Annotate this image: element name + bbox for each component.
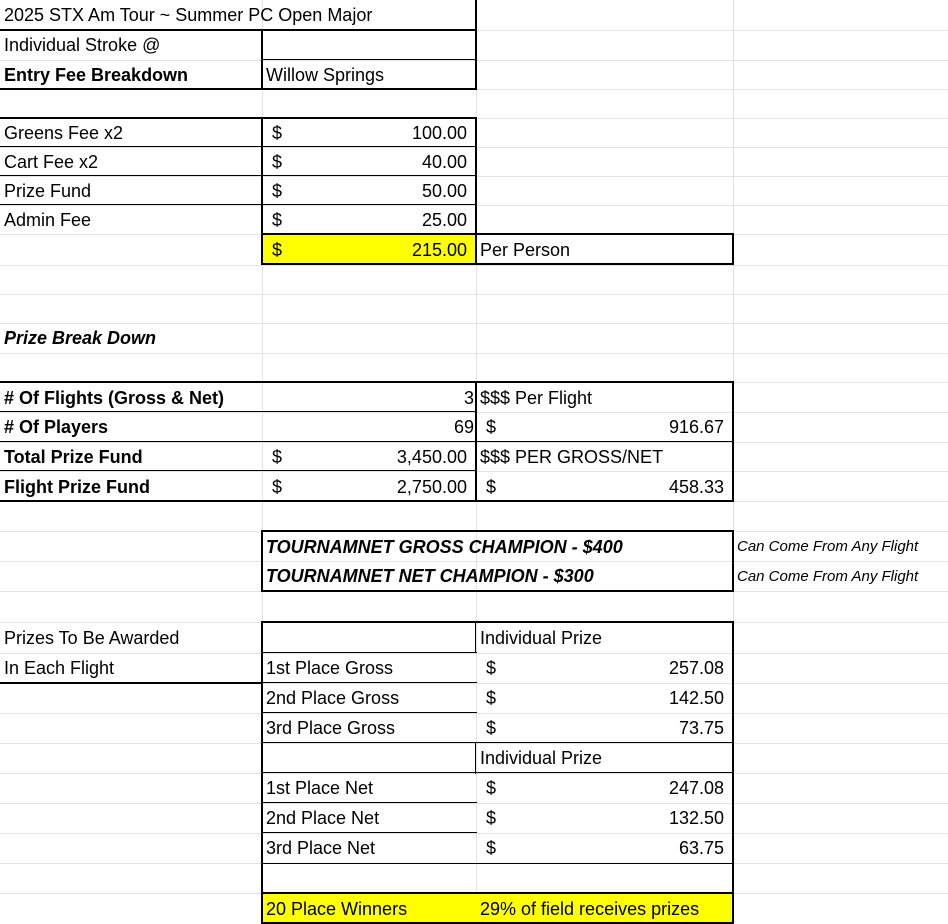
gross-champion[interactable]: TOURNAMNET GROSS CHAMPION - $400 (266, 536, 623, 557)
border (732, 530, 734, 592)
border (261, 712, 477, 713)
border (0, 470, 477, 471)
border (0, 682, 263, 684)
border (0, 411, 477, 412)
total-amount[interactable]: 215.00 (411, 239, 467, 260)
gross-prize-amount[interactable]: 257.08 (668, 658, 724, 678)
gross-prize-amount[interactable]: 142.50 (668, 688, 724, 708)
venue-cell[interactable]: Willow Springs (266, 64, 385, 85)
border (261, 802, 477, 803)
border (261, 590, 734, 592)
net-champion[interactable]: TOURNAMNET NET CHAMPION - $300 (266, 566, 594, 586)
fee-amount[interactable]: 50.00 (421, 180, 467, 201)
fee-currency[interactable]: $ (272, 151, 283, 172)
gross-champion-note[interactable]: Can Come From Any Flight (737, 538, 919, 555)
border (0, 29, 477, 31)
border (732, 621, 734, 924)
gross-prize-currency[interactable]: $ (486, 688, 497, 708)
net-place-label[interactable]: 1st Place Net (266, 778, 374, 798)
gross-place-label[interactable]: 1st Place Gross (266, 658, 394, 678)
fee-currency[interactable]: $ (272, 209, 283, 230)
field-percent[interactable]: 29% of field receives prizes (480, 899, 700, 919)
net-prize-header[interactable]: Individual Prize (480, 748, 603, 768)
players-label[interactable]: # Of Players (4, 417, 109, 437)
border (261, 892, 734, 894)
net-place-label[interactable]: 2nd Place Net (266, 808, 380, 828)
gross-prize-header[interactable]: Individual Prize (480, 628, 603, 648)
border (0, 175, 477, 176)
border (261, 30, 263, 90)
border (261, 530, 263, 592)
per-gross-net-currency[interactable]: $ (486, 476, 497, 497)
border (261, 117, 263, 265)
awards-label-line2[interactable]: In Each Flight (4, 658, 115, 678)
net-prize-currency[interactable]: $ (486, 838, 497, 858)
per-gross-net-label[interactable]: $$$ PER GROSS/NET (480, 446, 664, 467)
border (475, 0, 477, 90)
net-prize-currency[interactable]: $ (486, 778, 497, 798)
place-winners-count[interactable]: 20 Place Winners (266, 899, 408, 919)
border (0, 117, 477, 119)
border (261, 832, 477, 833)
gross-prize-currency[interactable]: $ (486, 658, 497, 678)
prize-breakdown-heading[interactable]: Prize Break Down (4, 328, 157, 348)
net-prize-currency[interactable]: $ (486, 808, 497, 828)
border (261, 263, 734, 265)
border (732, 233, 734, 265)
per-person-label[interactable]: Per Person (480, 239, 571, 260)
border (475, 381, 477, 502)
net-prize-amount[interactable]: 132.50 (668, 808, 724, 828)
gridline (0, 353, 948, 354)
flight-fund-label[interactable]: Flight Prize Fund (4, 476, 150, 497)
border (261, 742, 734, 743)
per-gross-net-amount[interactable]: 458.33 (668, 476, 724, 497)
border (261, 621, 734, 623)
net-place-label[interactable]: 3rd Place Net (266, 838, 376, 858)
border (261, 621, 263, 924)
total-currency[interactable]: $ (272, 239, 283, 260)
border (0, 88, 477, 90)
flights-label[interactable]: # Of Flights (Gross & Net) (4, 387, 225, 408)
border (0, 441, 734, 442)
subtitle-cell[interactable]: Individual Stroke @ (4, 35, 161, 55)
fee-label[interactable]: Admin Fee (4, 209, 92, 230)
border (475, 742, 476, 774)
border (261, 682, 477, 683)
gross-prize-amount[interactable]: 73.75 (678, 718, 724, 738)
per-flight-label[interactable]: $$$ Per Flight (480, 387, 593, 408)
gross-place-label[interactable]: 3rd Place Gross (266, 718, 396, 738)
fee-label[interactable]: Greens Fee x2 (4, 122, 124, 143)
per-flight-amount[interactable]: 916.67 (668, 417, 724, 437)
fee-amount[interactable]: 100.00 (411, 122, 467, 143)
entry-fee-heading[interactable]: Entry Fee Breakdown (4, 64, 189, 85)
border (261, 652, 477, 653)
gross-place-label[interactable]: 2nd Place Gross (266, 688, 400, 708)
border (261, 863, 734, 864)
border (732, 381, 734, 502)
fee-amount[interactable]: 40.00 (421, 151, 467, 172)
border (261, 233, 734, 235)
sheet-title[interactable]: 2025 STX Am Tour ~ Summer PC Open Major (4, 5, 373, 25)
fee-currency[interactable]: $ (272, 122, 283, 143)
border (476, 772, 734, 773)
net-champion-note[interactable]: Can Come From Any Flight (737, 567, 919, 585)
net-prize-amount[interactable]: 247.08 (668, 778, 724, 798)
border (261, 772, 477, 773)
players-value[interactable]: 69 (453, 417, 474, 437)
total-fund-label[interactable]: Total Prize Fund (4, 446, 143, 467)
fee-currency[interactable]: $ (272, 180, 283, 201)
fee-label[interactable]: Cart Fee x2 (4, 151, 99, 172)
awards-label-line1[interactable]: Prizes To Be Awarded (4, 628, 180, 648)
border (0, 381, 734, 383)
flights-value[interactable]: 3 (463, 387, 474, 408)
flight-fund-amount[interactable]: 2,750.00 (396, 476, 467, 497)
fee-amount[interactable]: 25.00 (421, 209, 467, 230)
border (261, 59, 477, 60)
gross-prize-currency[interactable]: $ (486, 718, 497, 738)
total-fund-currency[interactable]: $ (272, 446, 283, 467)
fee-label[interactable]: Prize Fund (4, 180, 92, 201)
border (0, 204, 477, 205)
flight-fund-currency[interactable]: $ (272, 476, 283, 497)
border (475, 117, 477, 265)
total-fund-amount[interactable]: 3,450.00 (396, 446, 467, 467)
border (0, 500, 734, 502)
border (261, 530, 734, 532)
gridline (0, 265, 948, 266)
gridline (0, 294, 948, 295)
border (0, 146, 477, 147)
per-flight-currency[interactable]: $ (486, 417, 497, 437)
gridline (0, 743, 948, 744)
net-prize-amount[interactable]: 63.75 (678, 838, 724, 858)
border (475, 621, 476, 653)
